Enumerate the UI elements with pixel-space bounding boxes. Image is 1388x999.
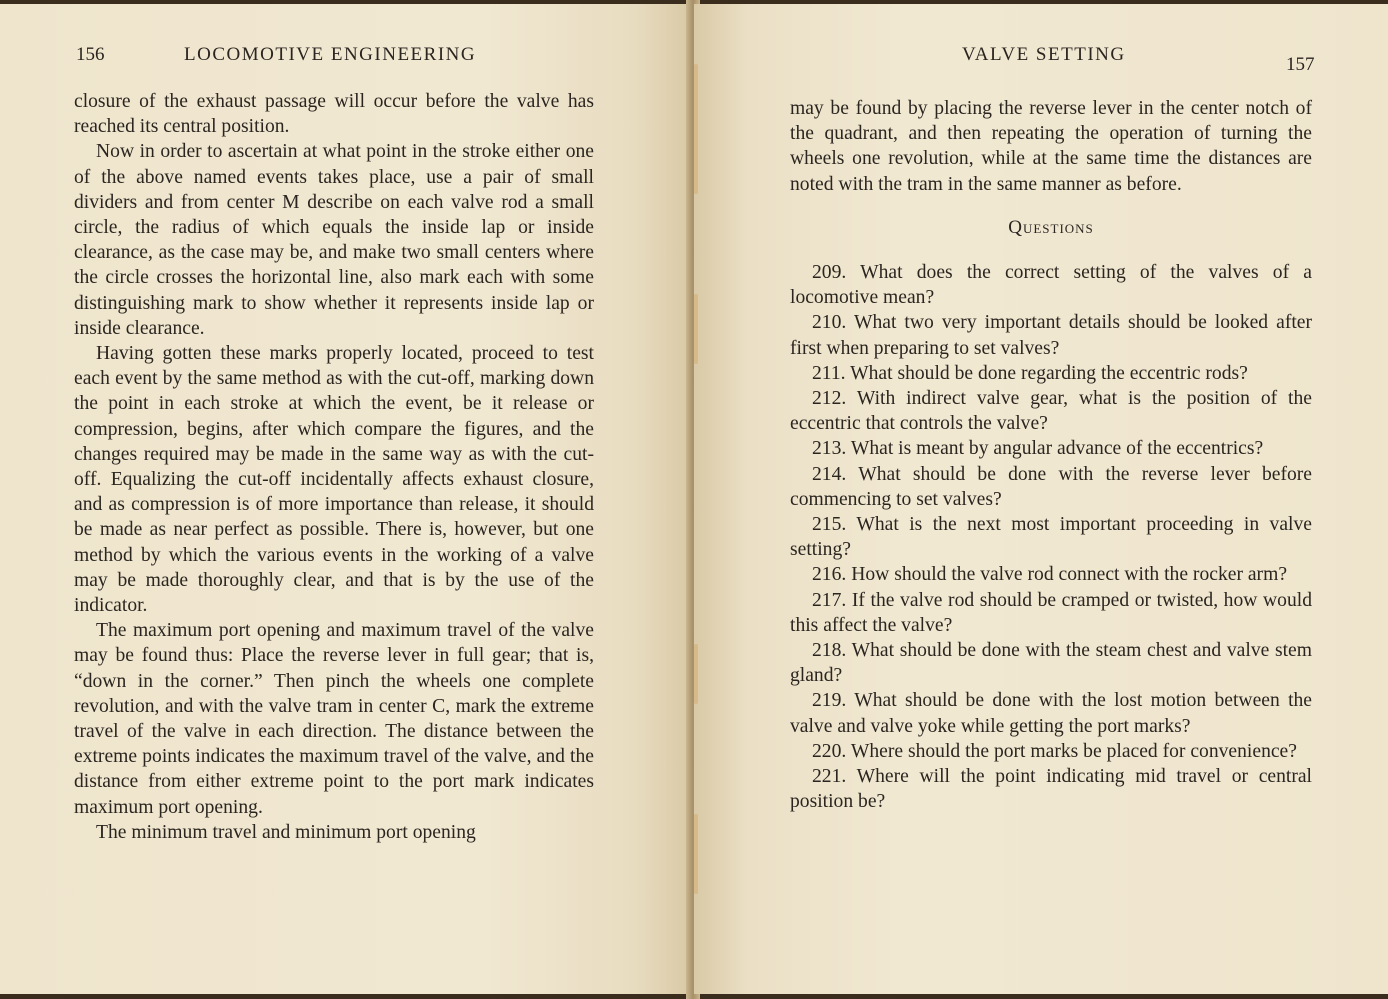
question-item (790, 462, 1312, 512)
page-number-left: 156 (76, 44, 105, 65)
questions-list (790, 260, 1312, 814)
question-text: With indirect valve gear, what is the position of the eccentric that controls the valve? (790, 388, 1312, 435)
question-item (790, 588, 1312, 638)
page-edge-stain (694, 294, 698, 364)
question-number: 210. (812, 312, 847, 334)
page-number-right: 157 (1286, 54, 1315, 75)
question-text: What is meant by angular advance of the eccentrics? (850, 438, 1264, 460)
paragraph: may be found by placing the reverse lever in the center notch of the quadrant, and then repeating the operation of turning the wheels one revolution, while at the same time the distances are noted with the tram in the same manner as before. (790, 98, 1312, 195)
question-number: 218. (812, 640, 847, 662)
question-text: What should be done with the lost motion between the valve and valve yoke while getting the port marks? (790, 690, 1313, 737)
question-number: 216. (812, 564, 847, 586)
question-text: How should the valve rod connect with the rocker arm? (851, 564, 1288, 586)
question-item (790, 764, 1312, 814)
question-number: 209. (812, 262, 847, 284)
question-number: 213. (812, 438, 847, 460)
question-number: 211. (812, 362, 846, 384)
question-text: What two very important details should be looked after first when preparing to set valves? (790, 312, 1313, 359)
question-number: 212. (812, 388, 847, 410)
question-text: What should be done with the steam chest and valve stem gland? (790, 640, 1312, 687)
question-text: What does the correct setting of the valves of a locomotive mean? (790, 262, 1312, 309)
page-edge-stain (694, 644, 698, 704)
running-head-right: VALVE SETTING (962, 44, 1126, 65)
question-item (790, 310, 1312, 360)
question-item (790, 638, 1312, 688)
question-item (790, 562, 1312, 587)
left-page (0, 4, 690, 994)
paragraph: Now in order to ascertain at what point in the stroke either one of the above named events takes place, use a pair of small dividers and from center M describe on each valve rod a small circle, the radius of which equals the inside lap or inside clearance, as the case may be, and make two small centers where the circle crosses the horizontal line, also mark each with some distinguishing mark to show whether it represents inside lap or inside clearance. (74, 141, 594, 339)
question-item (790, 739, 1312, 764)
question-text: Where will the point indicating mid travel or central position be? (790, 766, 1313, 813)
question-item (790, 688, 1312, 738)
page-edge-stain (694, 814, 698, 894)
question-number: 220. (812, 740, 847, 762)
page-edge-stain (694, 64, 698, 194)
right-page (694, 4, 1388, 994)
question-text: What should be done regarding the eccentric rods? (850, 362, 1248, 384)
paragraph: Having gotten these marks properly located, proceed to test each event by the same method as with the cut-off, marking down the point in each stroke at which the event, be it release or compression, begins, after which compare the figures, and the changes required may be made in the same way as with the cut-off. Equalizing the cut-off incidentally affects exhaust closure, and as compression is of more importance than release, it should be made as near perfect as possible. There is, however, but one method by which the various events in the working of a valve may be made thoroughly clear, and that is by the use of the indicator. (74, 343, 594, 617)
question-item (790, 436, 1312, 461)
question-item (790, 361, 1312, 386)
question-text: What is the next most important proceeding in valve setting? (790, 514, 1312, 561)
question-number: 215. (812, 514, 847, 536)
question-item (790, 386, 1312, 436)
running-head-left: LOCOMOTIVE ENGINEERING (184, 44, 477, 65)
paragraph: The maximum port opening and maximum travel of the valve may be found thus: Place the reverse lever in full gear; that is, “down in the corner.” Then pinch the wheels one complete revolution, and with the valve tram in center C, mark the extreme travel of the valve in each direction. The distance between the extreme points indicates the maximum travel of the valve, and the distance from either extreme point to the port mark indicates maximum port opening. (74, 620, 594, 818)
question-item (790, 260, 1312, 310)
question-text: What should be done with the reverse lever before commencing to set valves? (790, 463, 1313, 510)
question-number: 214. (812, 463, 847, 485)
question-number: 217. (812, 589, 847, 611)
section-heading: Questions (1008, 216, 1094, 238)
paragraph: closure of the exhaust passage will occur before the valve has reached its central position. (74, 91, 594, 138)
question-number: 219. (812, 690, 847, 712)
paragraph: The minimum travel and minimum port opening (96, 821, 476, 843)
question-item (790, 512, 1312, 562)
question-number: 221. (812, 766, 847, 788)
question-text: If the valve rod should be cramped or twisted, how would this affect the valve? (790, 589, 1312, 636)
right-page-text (790, 96, 1312, 814)
left-page-text (74, 89, 594, 845)
question-text: Where should the port marks be placed for convenience? (850, 740, 1297, 762)
